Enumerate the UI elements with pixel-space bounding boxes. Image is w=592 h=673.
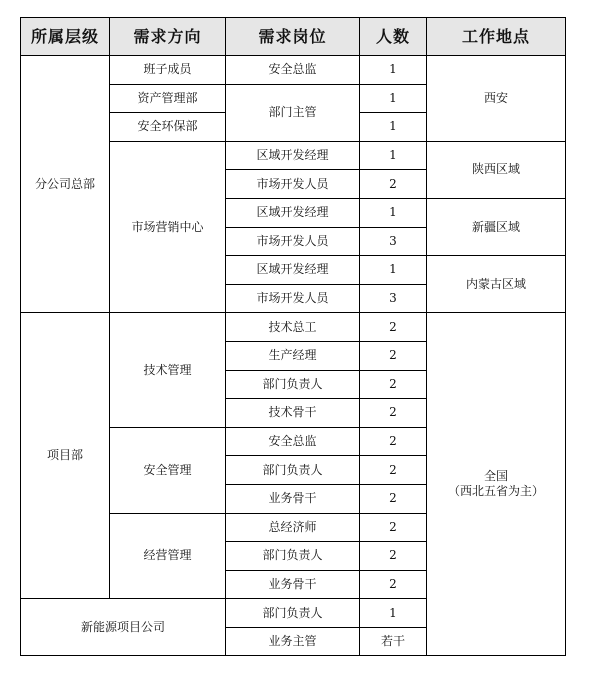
table-row: [21, 56, 566, 85]
post-cell: 部门负责人: [226, 599, 360, 628]
post-cell: 市场开发人员: [226, 227, 360, 256]
count-cell: 2: [360, 570, 427, 599]
post-cell: 技术总工: [226, 313, 360, 342]
header-row: [21, 18, 566, 56]
level-cell-new-energy: 新能源项目公司: [21, 599, 226, 656]
post-cell: 业务骨干: [226, 484, 360, 513]
post-cell: 部门负责人: [226, 370, 360, 399]
count-cell: 3: [360, 284, 427, 313]
post-cell: 部门主管: [226, 84, 360, 141]
post-cell: 安全总监: [226, 427, 360, 456]
count-cell: 2: [360, 370, 427, 399]
location-cell-xinjiang: 新疆区域: [427, 198, 566, 255]
location-cell-nationwide: [427, 313, 566, 656]
count-cell: 2: [360, 542, 427, 571]
header-direction: 需求方向: [110, 18, 226, 56]
post-cell: 区域开发经理: [226, 256, 360, 285]
header-post: 需求岗位: [226, 18, 360, 56]
post-cell: 区域开发经理: [226, 198, 360, 227]
header-level: 所属层级: [21, 18, 110, 56]
direction-cell-operation: 经营管理: [110, 513, 226, 599]
count-cell: 1: [360, 113, 427, 142]
level-cell-branch-hq: 分公司总部: [21, 56, 110, 313]
post-cell: 业务主管: [226, 627, 360, 656]
post-cell: 技术骨干: [226, 399, 360, 428]
count-cell: 2: [360, 399, 427, 428]
count-cell: 2: [360, 456, 427, 485]
recruitment-table-container: [20, 17, 566, 656]
post-cell: 区域开发经理: [226, 141, 360, 170]
header-location: 工作地点: [427, 18, 566, 56]
count-cell: 2: [360, 427, 427, 456]
count-cell: 1: [360, 84, 427, 113]
count-cell: 1: [360, 56, 427, 85]
count-cell: 2: [360, 341, 427, 370]
count-cell: 2: [360, 170, 427, 199]
post-cell: 市场开发人员: [226, 284, 360, 313]
table-body: [21, 56, 566, 656]
count-cell: 若干: [360, 627, 427, 656]
header-count: 人数: [360, 18, 427, 56]
direction-cell-marketing: 市场营销中心: [110, 141, 226, 313]
count-cell: 2: [360, 313, 427, 342]
recruitment-table: [20, 17, 566, 656]
location-cell-inner-mongolia: 内蒙古区域: [427, 256, 566, 313]
count-cell: 2: [360, 513, 427, 542]
direction-cell-safety: 安全管理: [110, 427, 226, 513]
count-cell: 3: [360, 227, 427, 256]
location-cell-xian: 西安: [427, 56, 566, 142]
count-cell: 1: [360, 599, 427, 628]
location-line-2: （西北五省为主）: [447, 484, 544, 499]
post-cell: 部门负责人: [226, 542, 360, 571]
post-cell: 业务骨干: [226, 570, 360, 599]
direction-cell-team-member: 班子成员: [110, 56, 226, 85]
level-cell-project-dept: 项目部: [21, 313, 110, 599]
location-line-1: 全国: [483, 469, 508, 484]
post-cell: 市场开发人员: [226, 170, 360, 199]
count-cell: 1: [360, 256, 427, 285]
post-cell: 部门负责人: [226, 456, 360, 485]
post-cell: 安全总监: [226, 56, 360, 85]
location-cell-shaanxi: 陕西区域: [427, 141, 566, 198]
table-row: [21, 313, 566, 342]
table-header: [21, 18, 566, 56]
count-cell: 1: [360, 198, 427, 227]
direction-cell-asset-mgmt: 资产管理部: [110, 84, 226, 113]
direction-cell-safety-env: 安全环保部: [110, 113, 226, 142]
direction-cell-tech: 技术管理: [110, 313, 226, 427]
post-cell: 总经济师: [226, 513, 360, 542]
post-cell: 生产经理: [226, 341, 360, 370]
count-cell: 1: [360, 141, 427, 170]
count-cell: 2: [360, 484, 427, 513]
